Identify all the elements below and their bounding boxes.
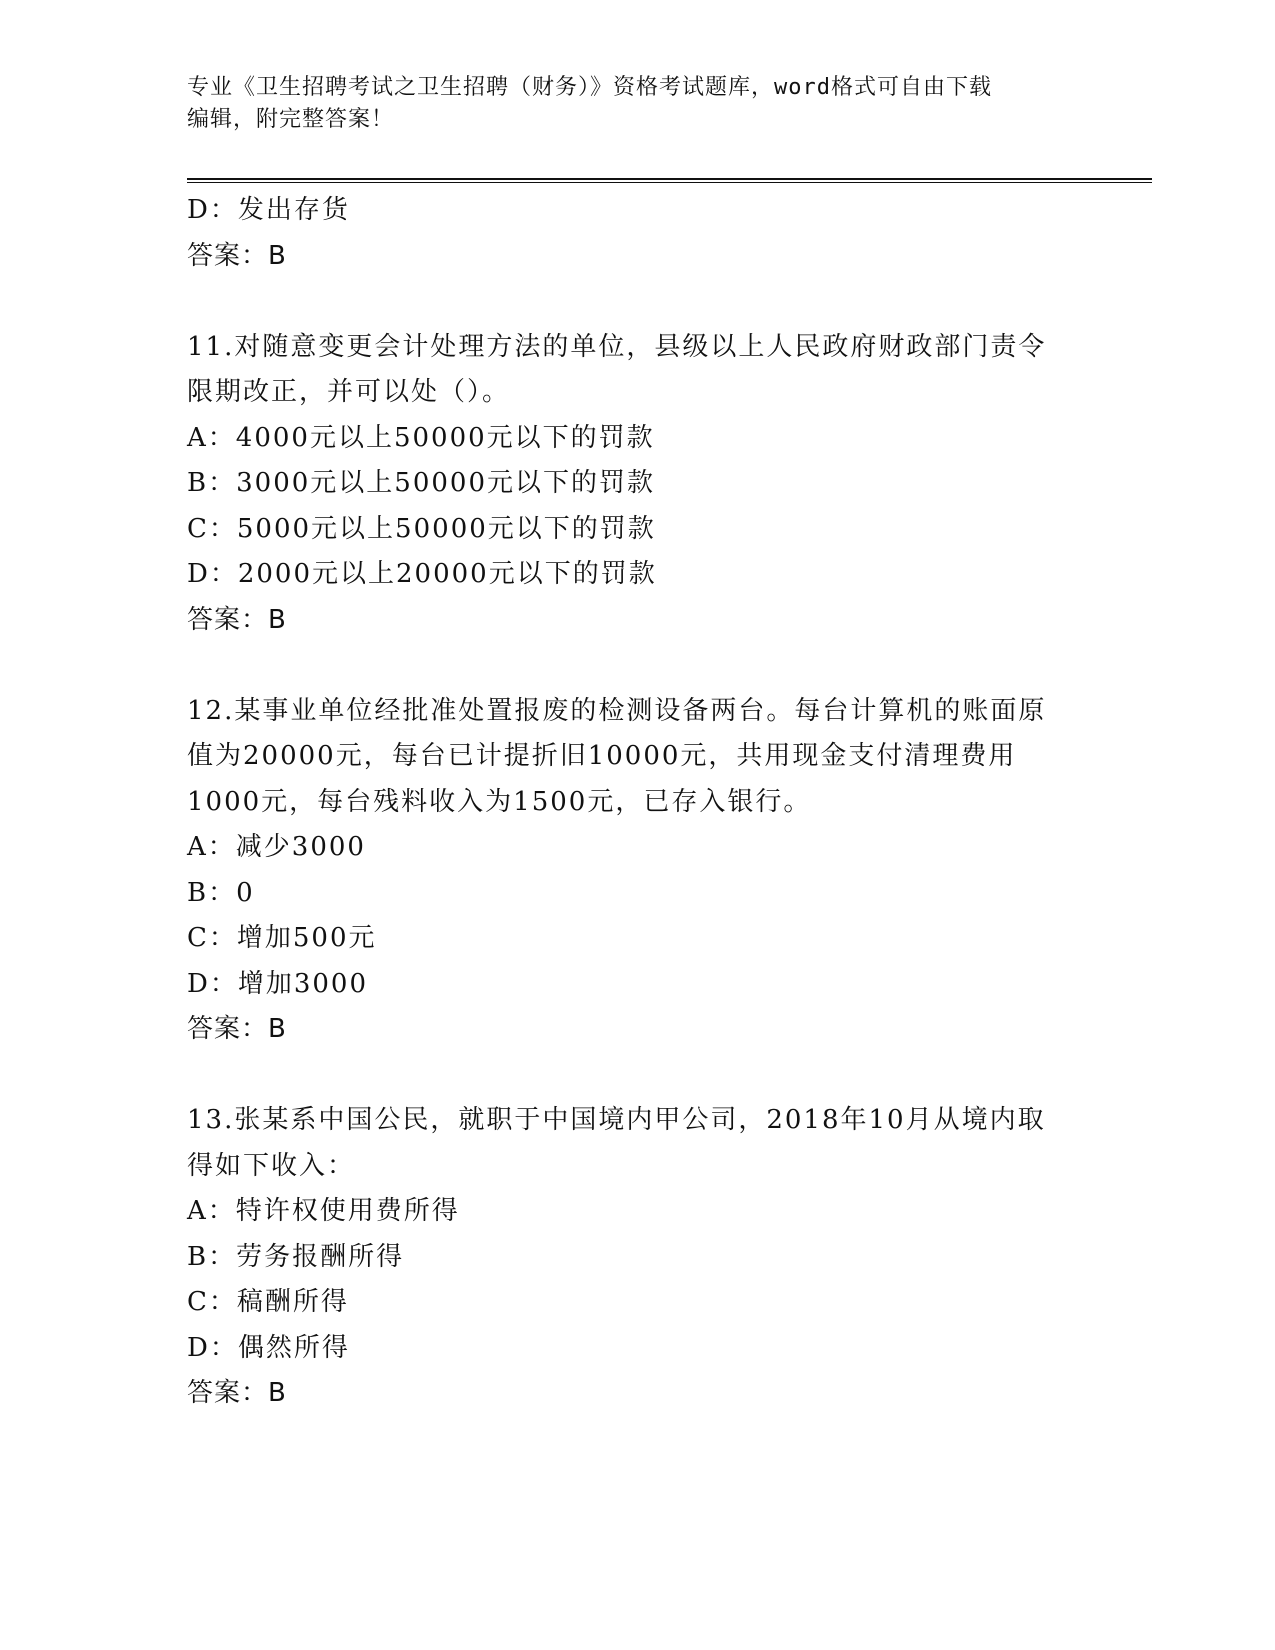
option-d: D：增加3000 [187, 968, 369, 999]
document-header [187, 72, 1067, 136]
answer-label: 答案：B [187, 1378, 287, 1408]
question-stem-line: 1000元，每台残料收入为1500元，已存入银行。 [187, 786, 812, 817]
header-divider [187, 178, 1152, 183]
question-stem-line: 限期改正，并可以处（）。 [187, 377, 511, 407]
header-line-2: 编辑，附完整答案！ [187, 107, 395, 132]
q10-option-d: D：发出存货 [187, 195, 350, 225]
question-list [187, 188, 1087, 1417]
option-c: C：5000元以上50000元以下的罚款 [187, 513, 656, 544]
question-stem-line: 13.张某系中国公民，就职于中国境内甲公司，2018年10月从境内取 [187, 1105, 1046, 1135]
spacer [187, 1053, 1087, 1099]
question-13 [187, 1098, 1087, 1417]
option-c: C：稿酬所得 [187, 1287, 349, 1317]
option-d: D：2000元以上20000元以下的罚款 [187, 559, 657, 589]
question-stem-line: 值为20000元，每台已计提折旧10000元，共用现金支付清理费用 [187, 741, 1017, 771]
q10-answer: 答案：B [187, 240, 287, 271]
spacer [187, 643, 1087, 689]
question-stem-line: 11.对随意变更会计处理方法的单位，县级以上人民政府财政部门责令 [187, 331, 1047, 362]
option-a: A：减少3000 [187, 832, 366, 862]
option-a: A：特许权使用费所得 [187, 1196, 460, 1226]
option-b: B：0 [187, 877, 255, 908]
option-a: A：4000元以上50000元以下的罚款 [187, 422, 655, 453]
option-b: B：3000元以上50000元以下的罚款 [187, 468, 655, 498]
question-12 [187, 689, 1087, 1053]
question-stem-line: 12.某事业单位经批准处置报废的检测设备两台。每台计算机的账面原 [187, 695, 1047, 726]
option-d: D：偶然所得 [187, 1332, 350, 1363]
answer-label: 答案：B [187, 1014, 287, 1044]
option-c: C：增加500元 [187, 923, 377, 953]
question-11 [187, 325, 1087, 644]
option-b: B：劳务报酬所得 [187, 1241, 405, 1272]
spacer [187, 279, 1087, 325]
header-line-1: 专业《卫生招聘考试之卫生招聘（财务）》资格考试题库，word格式可自由下载 [187, 75, 992, 100]
answer-label: 答案：B [187, 604, 287, 635]
question-stem-line: 得如下收入： [187, 1150, 356, 1181]
